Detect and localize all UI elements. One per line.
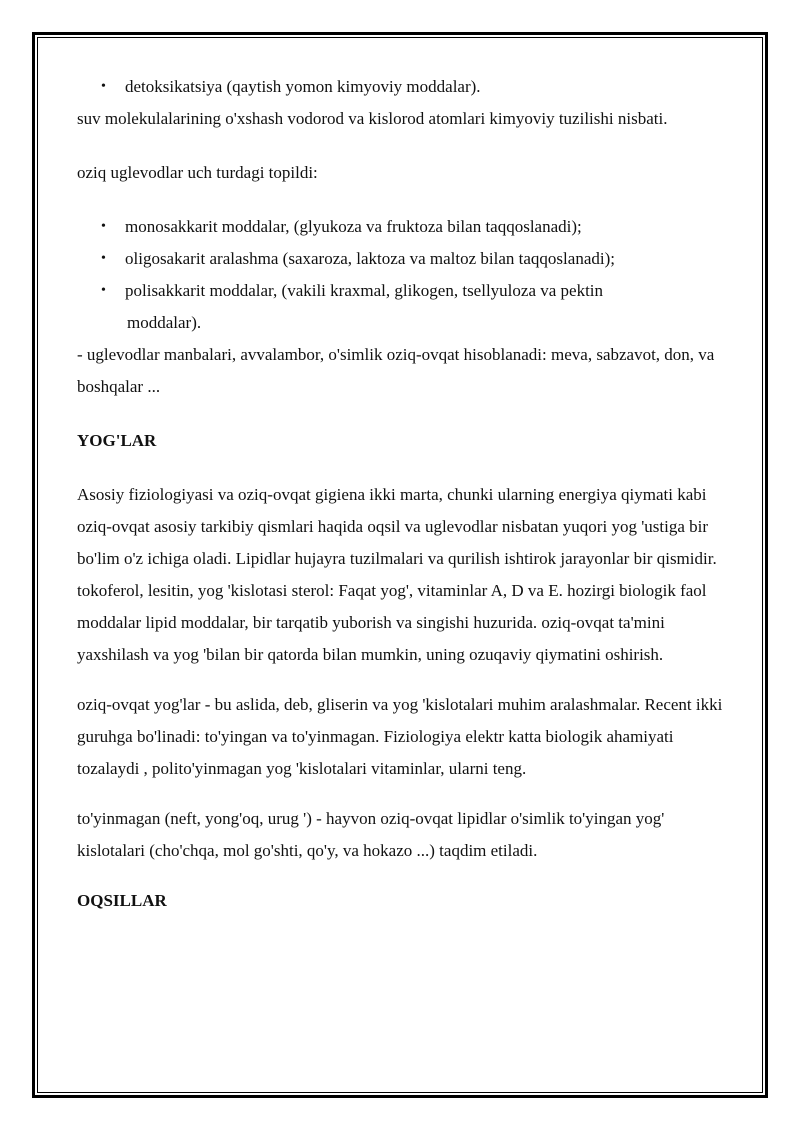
paragraph-fats-2: tokoferol, lesitin, yog 'kislotasi sterol: Faqat yog', vitaminlar A, D va E. hozirgi biologik faol moddalar lipid moddalar, bir tarqatib yuborish va singishi huzurida. oziq-ovqat ta'mini yaxshilash va yog 'bilan bir qatorda bilan mumkin, uning ozuqaviy qiymatini oshirish. — [77, 581, 707, 664]
document-body — [77, 71, 737, 917]
paragraph-fats-3: oziq-ovqat yog'lar - bu aslida, deb, gliserin va yog 'kislotalari muhim aralashmalar. Recent ikki guruhga bo'linadi: to'yingan va to'yinmagan. Fiziologiya elektr katta biologik ahamiyati tozalaydi , polito'yinmagan yog 'kislotalari vitaminlar, ularni teng. — [77, 695, 723, 778]
list-item-text: oligosakarit aralashma (saxaroza, laktoza va maltoz bilan taqqoslanadi); — [125, 249, 615, 268]
list-item-continuation: moddalar). — [127, 313, 202, 332]
list-item-text: polisakkarit moddalar, (vakili kraxmal, glikogen, tsellyuloza va pektin — [125, 281, 604, 300]
list-item — [77, 275, 737, 339]
bullet-icon: • — [101, 79, 106, 94]
bullet-icon: • — [101, 283, 106, 298]
heading-proteins: OQSILLAR — [77, 891, 167, 910]
paragraph-water-ratio: suv molekulalarining o'xshash vodorod va kislorod atomlari kimyoviy tuzilishi nisbati. — [77, 109, 668, 128]
list-item — [77, 211, 737, 243]
paragraph-carb-sources: - uglevodlar manbalari, avvalambor, o'simlik oziq-ovqat hisoblanadi: meva, sabzavot, don, va boshqalar ... — [77, 345, 715, 396]
bullet-icon: • — [101, 219, 106, 234]
list-item-text: monosakkarit moddalar, (glyukoza va fruktoza bilan taqqoslanadi); — [125, 217, 582, 236]
list-item-text: detoksikatsiya (qaytish yomon kimyoviy moddalar). — [125, 77, 481, 96]
heading-fats: YOG'LAR — [77, 431, 157, 450]
bullet-icon: • — [101, 251, 106, 266]
paragraph-carb-types-intro: oziq uglevodlar uch turdagi topildi: — [77, 163, 318, 182]
list-item — [77, 243, 737, 275]
paragraph-fats-4: to'yinmagan (neft, yong'oq, urug ') - hayvon oziq-ovqat lipidlar o'simlik to'yingan yog' kislotalari (cho'chqa, mol go'shti, qo'y, va hokazo ...) taqdim etiladi. — [77, 809, 665, 860]
list-item — [77, 71, 737, 103]
list-carb-types — [77, 211, 737, 339]
list-detox — [77, 71, 737, 103]
paragraph-fats-1: Asosiy fiziologiyasi va oziq-ovqat gigiena ikki marta, chunki ularning energiya qiymati kabi oziq-ovqat asosiy tarkibiy qismlari haqida oqsil va uglevodlar nisbatan yuqori yog 'ustiga bir bo'lim o'z ichiga oladi. Lipidlar hujayra tuzilmalari va qurilish ishtirok jarayonlar bir qismidir. — [77, 485, 717, 568]
